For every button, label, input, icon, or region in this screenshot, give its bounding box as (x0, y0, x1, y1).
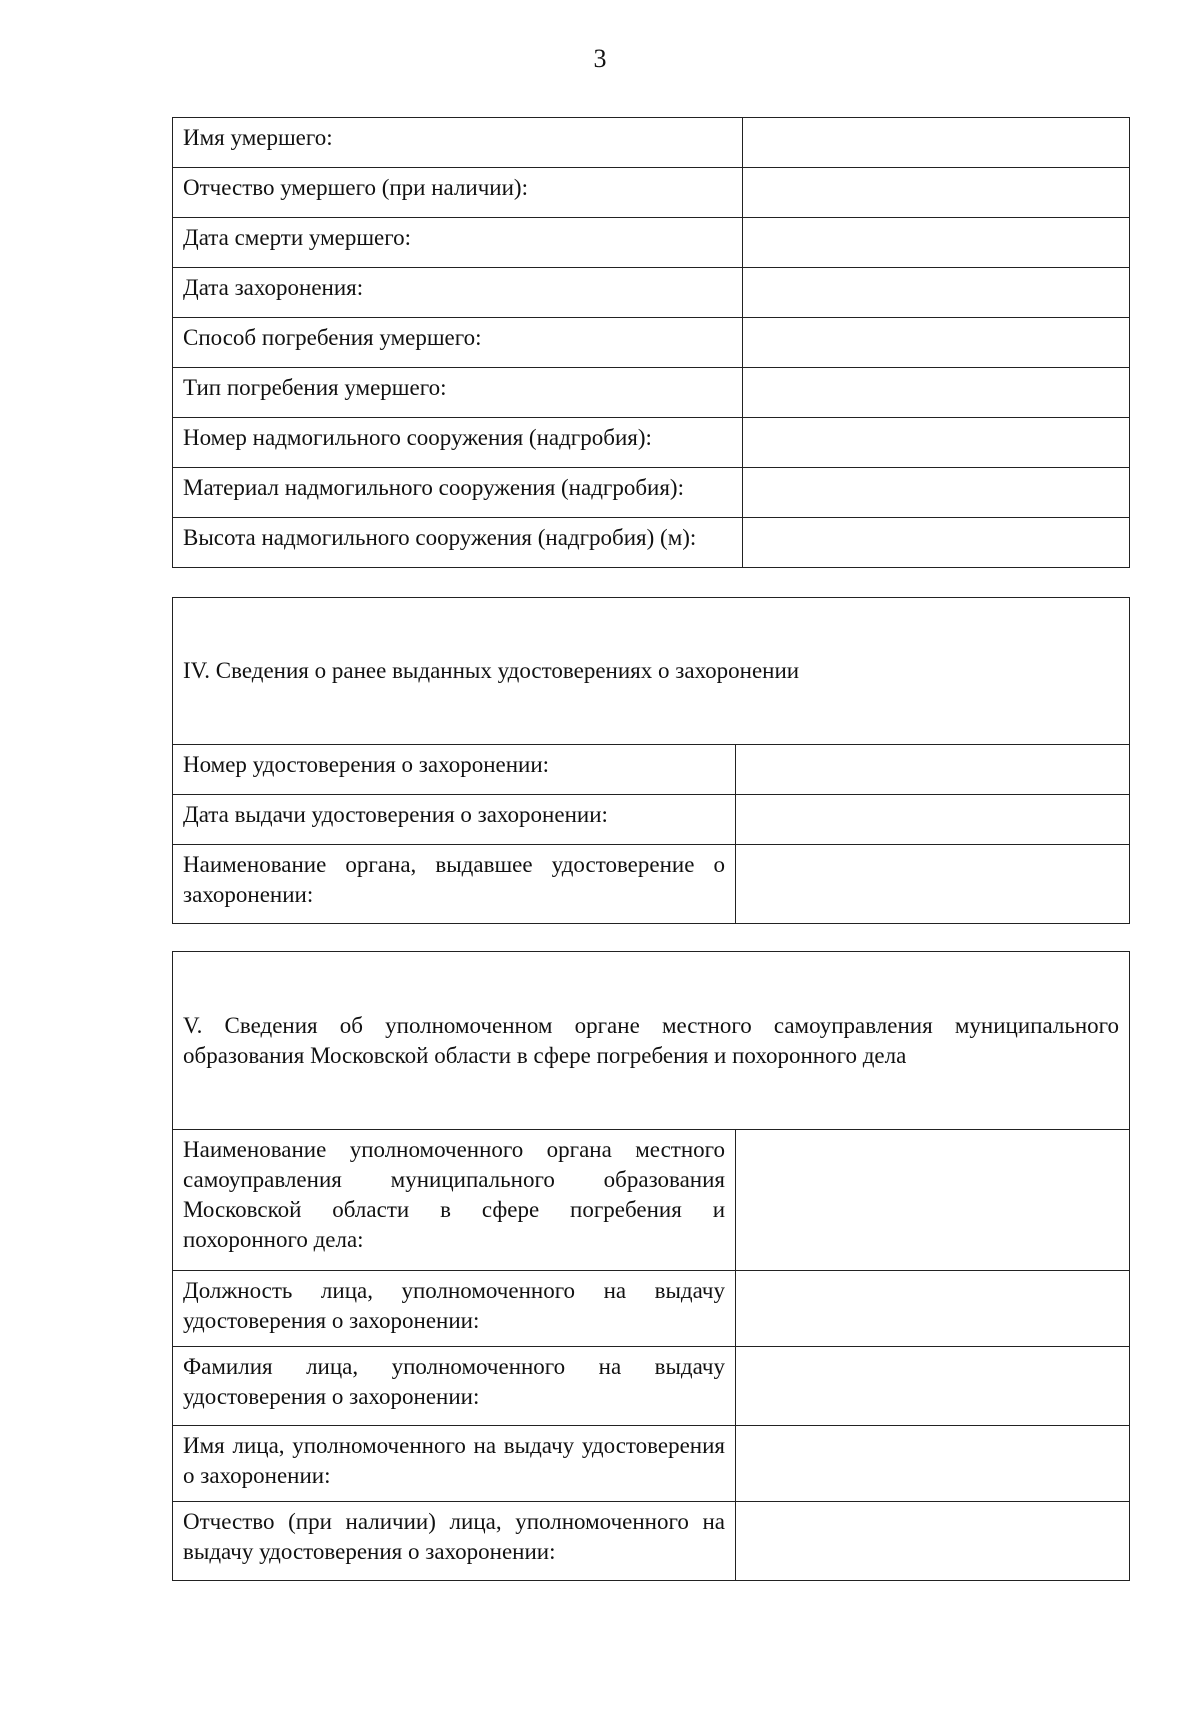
row-label: Материал надмогильного сооружения (надгробия): (173, 468, 743, 518)
table-row (173, 218, 1130, 268)
row-label: Дата выдачи удостоверения о захоронении: (173, 795, 736, 845)
value-field[interactable] (743, 168, 1130, 218)
value-field[interactable] (736, 1502, 1130, 1581)
table-row (173, 1502, 1130, 1581)
row-label: Высота надмогильного сооружения (надгробия) (м): (173, 518, 743, 568)
value-field[interactable] (743, 268, 1130, 318)
section-5-table (172, 951, 1130, 1581)
value-field[interactable] (743, 218, 1130, 268)
row-label: Дата захоронения: (173, 268, 743, 318)
row-label: Тип погребения умершего: (173, 368, 743, 418)
table-row (173, 1271, 1130, 1347)
value-field[interactable] (743, 368, 1130, 418)
row-label: Наименование органа, выдавшее удостоверение о захоронении: (173, 845, 736, 924)
row-label: Имя лица, уполномоченного на выдачу удостоверения о захоронении: (173, 1426, 736, 1502)
value-field[interactable] (736, 1347, 1130, 1426)
value-field[interactable] (743, 518, 1130, 568)
table-row (173, 168, 1130, 218)
value-field[interactable] (743, 468, 1130, 518)
table-row (173, 1426, 1130, 1502)
table-row (173, 468, 1130, 518)
row-label: Должность лица, уполномоченного на выдачу удостоверения о захоронении: (173, 1271, 736, 1347)
table-row (173, 1347, 1130, 1426)
table-row (173, 845, 1130, 924)
table-row (173, 418, 1130, 468)
value-field[interactable] (736, 1426, 1130, 1502)
value-field[interactable] (736, 745, 1130, 795)
value-field[interactable] (736, 795, 1130, 845)
table-row (173, 368, 1130, 418)
section-5-title: V. Сведения об уполномоченном органе местного самоуправления муниципального образования Московской области в сфере погребения и похоронного дела (173, 952, 1130, 1130)
table-row (173, 318, 1130, 368)
section-4-table (172, 597, 1130, 924)
section-header-row (173, 952, 1130, 1130)
section-4-title: IV. Сведения о ранее выданных удостоверениях о захоронении (173, 598, 1130, 745)
row-label: Дата смерти умершего: (173, 218, 743, 268)
table-row (173, 118, 1130, 168)
table-row (173, 795, 1130, 845)
section-header-row (173, 598, 1130, 745)
value-field[interactable] (743, 118, 1130, 168)
row-label: Отчество (при наличии) лица, уполномоченного на выдачу удостоверения о захоронении: (173, 1502, 736, 1581)
row-label: Способ погребения умершего: (173, 318, 743, 368)
row-label: Отчество умершего (при наличии): (173, 168, 743, 218)
table-row (173, 1130, 1130, 1271)
value-field[interactable] (736, 845, 1130, 924)
table-row (173, 518, 1130, 568)
table-row (173, 268, 1130, 318)
value-field[interactable] (736, 1271, 1130, 1347)
row-label: Имя умершего: (173, 118, 743, 168)
table-row (173, 745, 1130, 795)
row-label: Номер удостоверения о захоронении: (173, 745, 736, 795)
row-label: Номер надмогильного сооружения (надгробия): (173, 418, 743, 468)
value-field[interactable] (736, 1130, 1130, 1271)
value-field[interactable] (743, 318, 1130, 368)
deceased-info-table (172, 117, 1130, 568)
row-label: Фамилия лица, уполномоченного на выдачу удостоверения о захоронении: (173, 1347, 736, 1426)
value-field[interactable] (743, 418, 1130, 468)
page-number: 3 (593, 44, 607, 73)
row-label: Наименование уполномоченного органа местного самоуправления муниципального образования Московской области в сфере погребения и похоронного дела: (173, 1130, 736, 1271)
